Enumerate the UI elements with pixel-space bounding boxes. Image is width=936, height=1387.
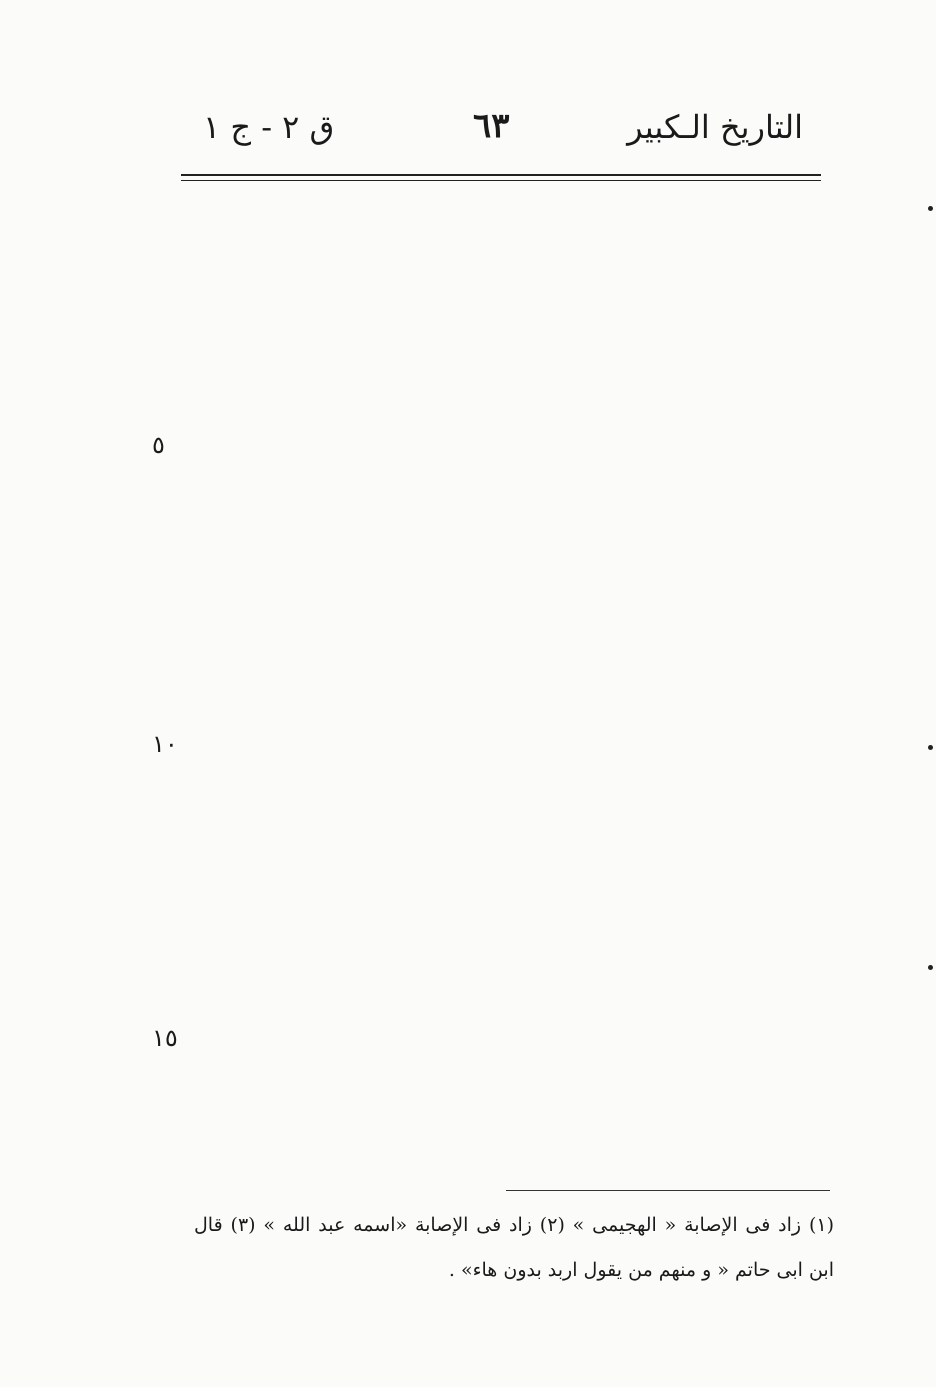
line-number-10: ١٠ bbox=[152, 730, 178, 758]
footnote-separator bbox=[506, 1190, 830, 1191]
scan-speck bbox=[928, 745, 933, 750]
volume-reference: ق ٢ - ج ١ bbox=[203, 108, 335, 146]
line-number-15: ١٥ bbox=[152, 1024, 178, 1052]
running-header bbox=[195, 100, 833, 162]
scan-speck bbox=[928, 965, 933, 970]
book-title: التاريخ الـكبير bbox=[627, 108, 803, 146]
scan-speck bbox=[928, 206, 933, 211]
line-number-5: ٥ bbox=[152, 431, 165, 459]
footnote-line: ابن ابى حاتم « و منهم من يقول اربد بدون هاء» . bbox=[448, 1259, 834, 1281]
footnote-line: (١) زاد فى الإصابة « الهجيمى » (٢) زاد فى الإصابة «اسمه عبد الله » (٣) قال bbox=[194, 1214, 834, 1236]
page-number: ٦٣ bbox=[473, 106, 510, 146]
header-rule-thin bbox=[181, 180, 821, 181]
header-rule-thick bbox=[181, 174, 821, 176]
